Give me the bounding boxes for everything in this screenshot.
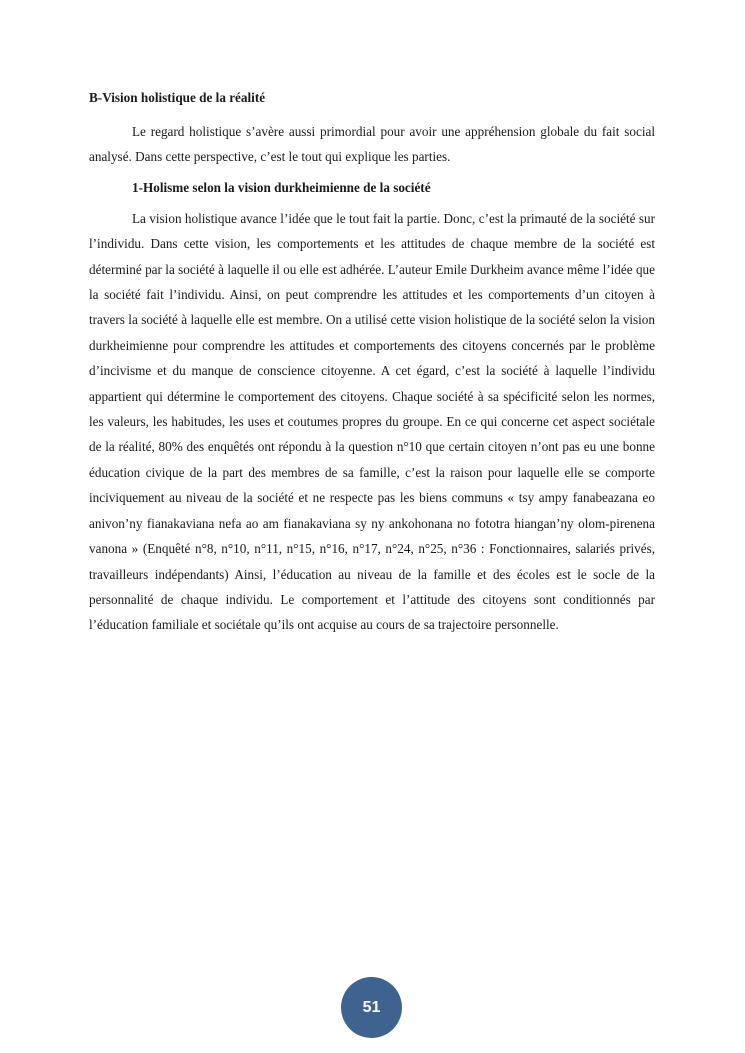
intro-paragraph: Le regard holistique s’avère aussi primordial pour avoir une appréhension globale du fait social analysé. Dans cette perspective, c’est le tout qui explique les parties. [89, 124, 655, 165]
section-heading: B-Vision holistique de la réalité [89, 90, 266, 105]
subsection-heading: 1-Holisme selon la vision durkheimienne de la société [132, 179, 431, 195]
body-paragraph: La vision holistique avance l’idée que le tout fait la partie. Donc, c’est la primauté de la société sur l’individu. Dans cette vision, les comportements et les attitudes de chaque membre de la société est déterminé par la société à laquelle il ou elle est adhérée. L’auteur Emile Durkheim avance même l’idée que la société fait l’individu. Ainsi, on peut comprendre les attitudes et les comportements d’un citoyen à travers la société à laquelle elle est membre. On a utilisé cette vision holistique de la société selon la vision durkheimienne pour comprendre les attitudes et comportements des citoyens concernés par le problème d’incivisme et du manque de conscience citoyenne. A cet égard, c’est la société à laquelle l’individu appartient qui détermine le comportement des citoyens. Chaque société à sa spécificité selon les normes, les valeurs, les habitudes, les uses et coutumes propres du groupe. En ce qui concerne cet aspect sociétale de la réalité, 80% des enquêtés ont répondu à la question n°10 que certain citoyen n’ont pas eu une bonne éducation civique de la part des membres de sa famille, c’est la raison pour laquelle elle se comporte inciviquement au niveau de la société et ne respecte pas les biens communs « tsy ampy fanabeazana eo anivon’ny fianakaviana nefa ao am fianakaviana sy ny ankohonana no fototra hiangan’ny olom-pirenena vanona » (Enquêté n°8, n°10, n°11, n°15, n°16, n°17, n°24, n°25, n°36 : Fonctionnaires, salariés privés, travailleurs indépendants) Ainsi, l’éducation au niveau de la famille et des écoles est le socle de la personnalité de chaque individu. Le comportement et l’attitude des citoyens sont conditionnés par l’éducation familiale et sociétale qu’ils ont acquise au cours de sa trajectoire personnelle. [89, 210, 655, 633]
page-content [89, 88, 655, 646]
page-number-badge [341, 977, 402, 1038]
page-number: 51 [362, 998, 381, 1016]
